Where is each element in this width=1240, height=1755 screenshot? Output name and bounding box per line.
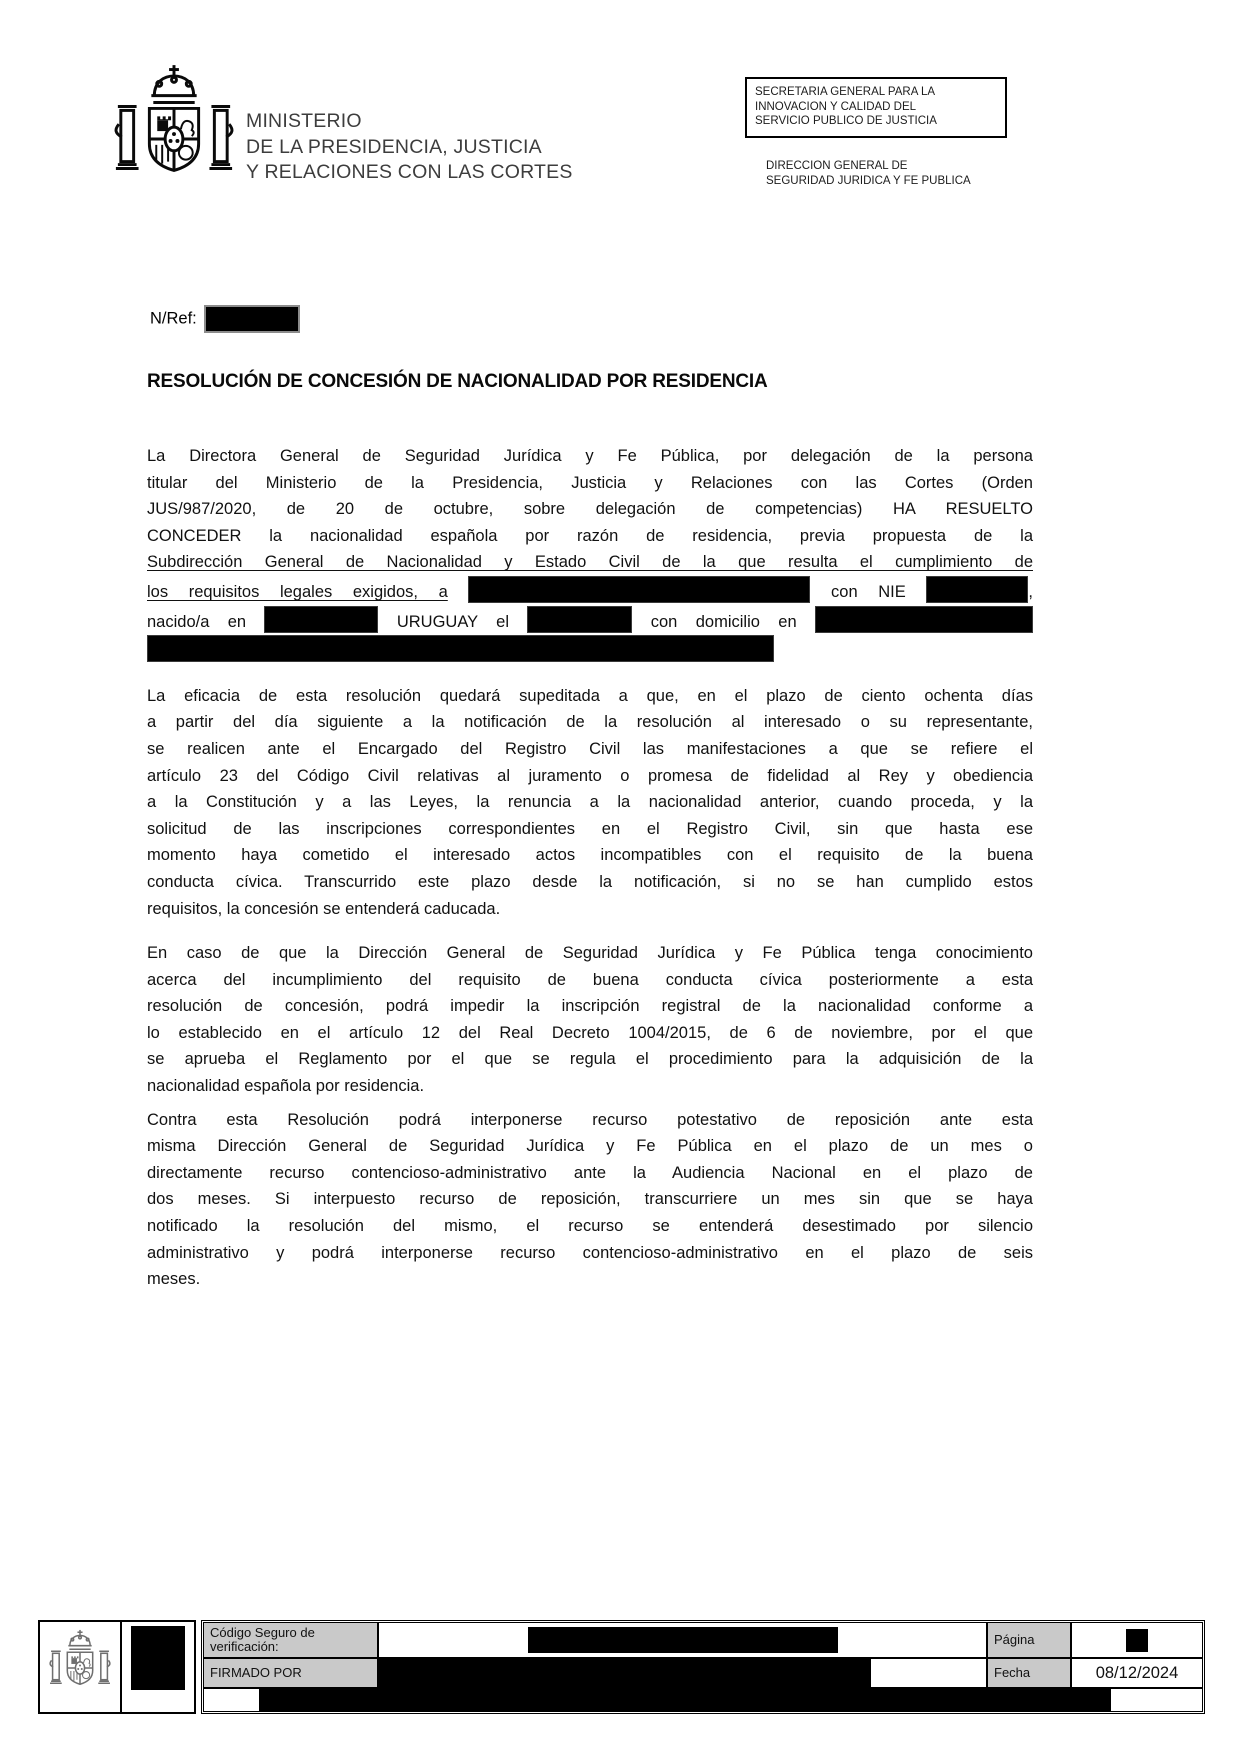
text-line: artículo 23 del Código Civil relativas al juramento o promesa de fidelidad al Rey y obediencia [147, 766, 1033, 785]
csv-value-cell [379, 1623, 988, 1659]
redaction-box [264, 606, 378, 633]
text-line: se aprueba el Reglamento por el que se regula el procedimiento para la adquisición de la [147, 1050, 1033, 1069]
firmado-label: FIRMADO POR [204, 1659, 379, 1689]
footer-code-cell [122, 1622, 194, 1712]
reference-line [150, 305, 300, 333]
csv-value-redaction-box [528, 1627, 838, 1653]
text-line: solicitud de las inscripciones correspondientes en el Registro Civil, sin que hasta ese [147, 819, 1033, 838]
text-line: a partir del día siguiente a la notificación de la resolución al interesado o su representante, [147, 713, 1033, 732]
csv-label: Código Seguro de verificación: [204, 1623, 379, 1659]
text-line: resolución de concesión, podrá impedir la inscripción registral de la nacionalidad conforme a [147, 997, 1033, 1016]
text-line: JUS/987/2020, de 20 de octubre, sobre delegación de competencias) HA RESUELTO [147, 500, 1033, 519]
text-line [147, 549, 1033, 576]
text-line: misma Dirección General de Seguridad Jurídica y Fe Pública en el plazo de un mes o [147, 1137, 1033, 1156]
text-line: Contra esta Resolución podrá interponerse recurso potestativo de reposición ante esta [147, 1110, 1033, 1129]
text-line: directamente recurso contencioso-administrativo ante la Audiencia Nacional en el plazo de [147, 1163, 1033, 1182]
fecha-value-cell [1072, 1659, 1202, 1689]
pagina-value-cell [1072, 1623, 1202, 1659]
text-line [147, 635, 1033, 665]
firmado-value-redaction-box [379, 1659, 871, 1687]
text-line: SECRETARIA GENERAL PARA LA [755, 86, 936, 98]
footer-bottom-redaction-box [259, 1689, 1111, 1711]
signature-table [201, 1620, 1205, 1714]
fecha-label: Fecha [988, 1659, 1072, 1689]
text-line: SEGURIDAD JURIDICA Y FE PUBLICA [766, 175, 971, 187]
text-line: notificado la resolución del mismo, el recurso se entenderá desestimado por silencio [147, 1217, 1033, 1236]
text-line: titular del Ministerio de la Presidencia, Justicia y Relaciones con las Cortes (Orden [147, 473, 1033, 492]
text-line: acerca del incumplimiento del requisito de buena conducta cívica posteriormente a esta [147, 970, 1033, 989]
text-line: administrativo y podrá interponerse recurso contencioso-administrativo en el plazo de seis [147, 1243, 1033, 1262]
text-line: momento haya cometido el interesado actos incompatibles con el requisito de la buena [147, 846, 1033, 865]
direccion-general-label [766, 159, 971, 189]
footer-bottom-cell [204, 1689, 1202, 1711]
text-line: conducta cívica. Transcurrido este plazo desde la notificación, si no se han cumplido estos [147, 872, 1033, 891]
text-line: La eficacia de esta resolución quedará supeditada a que, en el plazo de ciento ochenta días [147, 686, 1033, 705]
footer-coat-of-arms-icon [40, 1622, 122, 1712]
pagina-label: Página [988, 1623, 1072, 1659]
footer-logo-box [38, 1620, 196, 1714]
reference-redaction-box [204, 305, 300, 333]
firmado-value-cell [379, 1659, 988, 1689]
text-line: requisitos, la concesión se entenderá caducada. [147, 899, 501, 918]
ministry-name [246, 109, 573, 186]
text-line: DE LA PRESIDENCIA, JUSTICIA [246, 135, 542, 158]
redaction-box [468, 576, 810, 603]
text-line: nacido/a en URUGUAY el con domicilio en [147, 606, 1033, 636]
text-line: a la Constitución y a las Leyes, la renuncia a la nacionalidad anterior, cuando proceda, y la [147, 793, 1033, 812]
redaction-box [147, 635, 774, 662]
text-line: se realicen ante el Encargado del Registro Civil las manifestaciones a que se refiere el [147, 739, 1033, 758]
underlined-text: Subdirección General de Nacionalidad y Estado Civil de la que resulta el cumplimiento de [147, 553, 1033, 572]
text-line: DIRECCION GENERAL DE [766, 160, 908, 172]
redaction-box [815, 606, 1033, 633]
text-line: nacionalidad española por residencia. [147, 1077, 425, 1096]
underlined-text: los requisitos legales exigidos, a [147, 582, 448, 601]
footer-code-redaction-box [131, 1626, 185, 1690]
text-line: Y RELACIONES CON LAS CORTES [246, 161, 573, 183]
text-line: SERVICIO PUBLICO DE JUSTICIA [755, 115, 937, 127]
fecha-value: 08/12/2024 [1095, 1663, 1179, 1682]
paragraph-appeal [147, 1107, 1033, 1293]
text-line: CONCEDER la nacionalidad española por razón de residencia, previa propuesta de la [147, 526, 1033, 545]
text-line: INNOVACION Y CALIDAD DEL [755, 100, 917, 113]
text-line: dos meses. Si interpuesto recurso de reposición, transcurriere un mes sin que se haya [147, 1190, 1033, 1209]
text-line: La Directora General de Seguridad Jurídica y Fe Pública, por delegación de la persona [147, 447, 1033, 465]
verification-footer [38, 1620, 1205, 1714]
spain-coat-of-arms-icon [110, 62, 238, 212]
text-line: MINISTERIO [246, 110, 362, 132]
document-body [147, 443, 1033, 1293]
document-title: RESOLUCIÓN DE CONCESIÓN DE NACIONALIDAD POR RESIDENCIA [147, 371, 768, 392]
redaction-box [926, 576, 1028, 603]
reference-label: N/Ref: [150, 309, 197, 328]
paragraph-efficacy [147, 683, 1033, 922]
redaction-box [527, 606, 632, 633]
paragraph-conduct [147, 940, 1033, 1100]
text-line: meses. [147, 1270, 201, 1289]
paragraph-grant [147, 443, 1033, 665]
pagina-value-redaction-box [1126, 1629, 1148, 1652]
text-line: En caso de que la Dirección General de Seguridad Jurídica y Fe Pública tenga conocimiento [147, 944, 1033, 963]
text-line: los requisitos legales exigidos, a con NIE , [147, 576, 1033, 606]
text-line: lo establecido en el artículo 12 del Real Decreto 1004/2015, de 6 de noviembre, por el que [147, 1023, 1033, 1042]
secretaria-general-box [745, 77, 1007, 138]
